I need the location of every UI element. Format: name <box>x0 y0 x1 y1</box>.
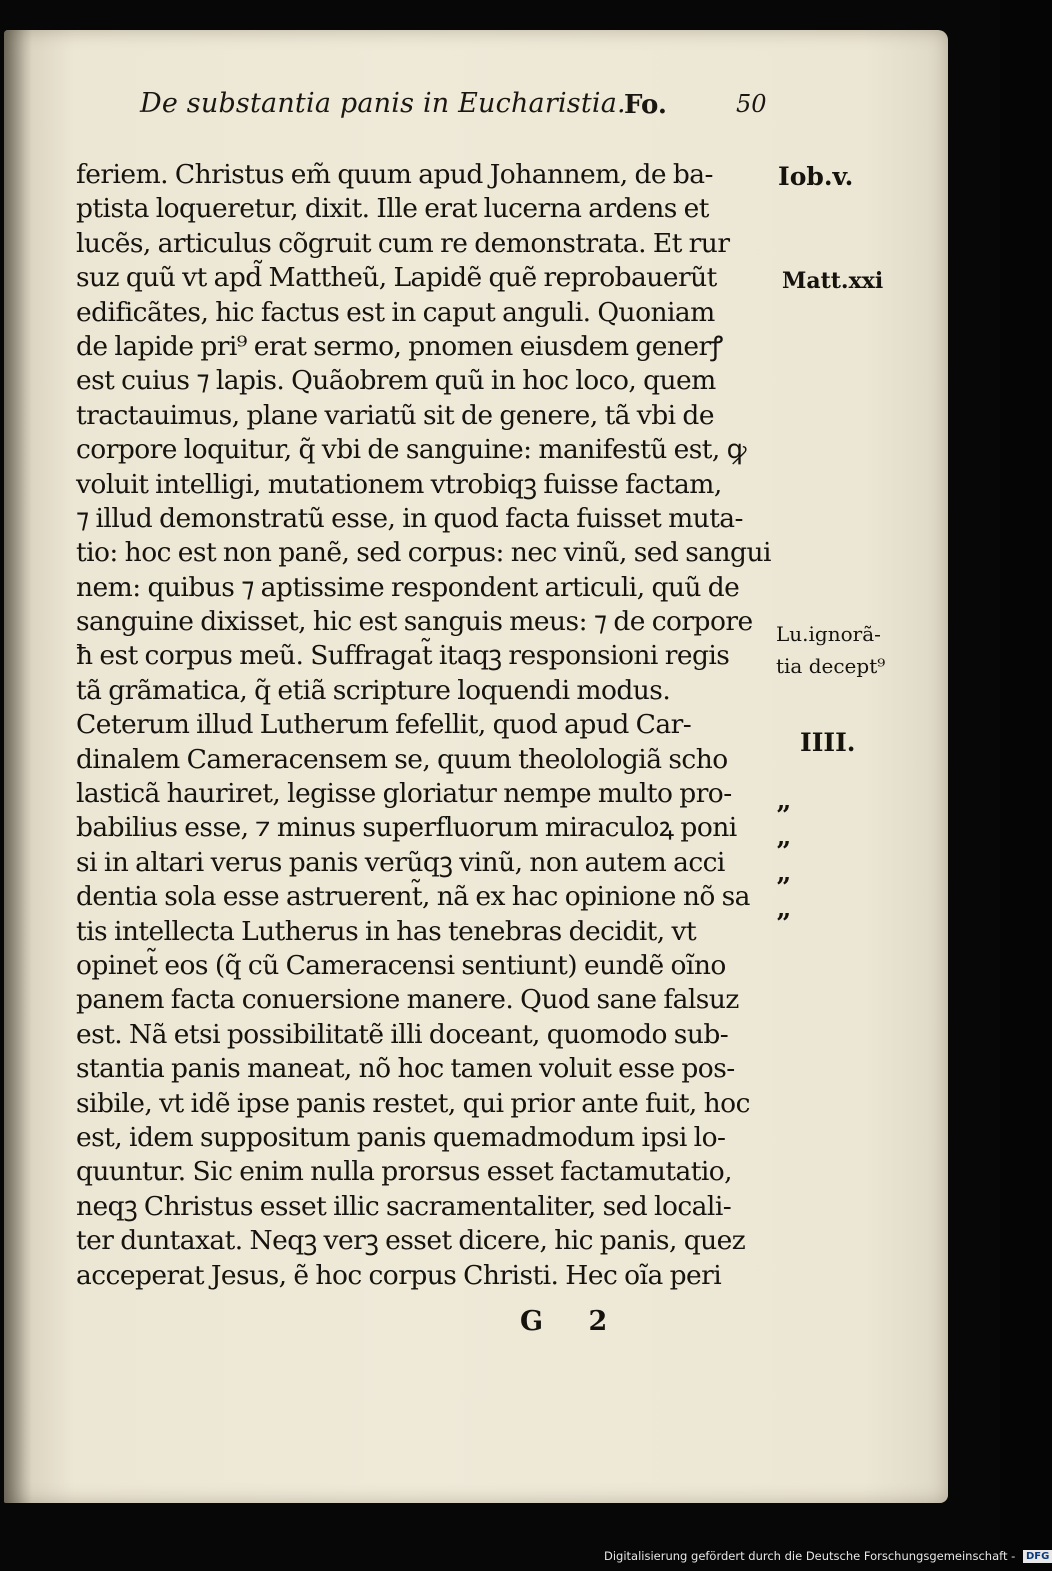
text-line: tio: hoc est non panẽ, sed corpus: nec vinũ, sed sangui <box>76 537 771 569</box>
running-head: De substantia panis in Eucharistia. <box>140 88 626 119</box>
text-line: dentia sola esse astruerent̃, nã ex hac opinione nõ sa <box>76 881 750 913</box>
text-line: acceperat Jesus, ẽ hoc corpus Christi. Hec oĩa peri <box>76 1259 722 1291</box>
text-line: opinet̃ eos (q̃ cũ Cameracensi sentiunt) eundẽ oĩno <box>76 949 726 981</box>
text-line: tractauimus, plane variatũ sit de genere, tã vbi de <box>76 399 714 431</box>
margin-note-matt: Matt.xxi <box>782 268 884 294</box>
text-line: est, idem suppositum panis quemadmodum ipsi lo- <box>76 1121 726 1153</box>
text-line: corpore loquitur, q̃ vbi de sanguine: manifestũ est, ꝙ <box>76 434 747 466</box>
signature-mark: G 2 <box>520 1306 626 1337</box>
text-line: dinalem Cameracensem se, quum theolologiã scho <box>76 743 728 775</box>
gutter-shadow <box>4 30 32 1503</box>
text-line: panem facta conuersione manere. Quod sane falsuz <box>76 984 739 1016</box>
text-line: suz quũ vt apd̃ Mattheũ, Lapidẽ quẽ reprobauerũt <box>76 262 717 294</box>
text-line: lucẽs, articulus cõgruit cum re demonstrata. Et rur <box>76 227 730 259</box>
text-line: stantia panis maneat, nõ hoc tamen voluit esse pos- <box>76 1053 735 1085</box>
text-line: neqꝫ Christus esset illic sacramentaliter, sed locali- <box>76 1190 732 1222</box>
text-line: si in altari verus panis verũqꝫ vinũ, non autem acci <box>76 846 725 878</box>
text-line: sibile, vt idẽ ipse panis restet, qui prior ante fuit, hoc <box>76 1087 750 1119</box>
text-line: tis intellecta Lutherus in has tenebras decidit, vt <box>76 915 697 947</box>
text-line: ter duntaxat. Neqꝫ verꝫ esset dicere, hic panis, quez <box>76 1225 746 1257</box>
text-line: sanguine dixisset, hic est sanguis meus: ⁊ de corpore <box>76 606 753 638</box>
text-line: ħ est corpus meũ. Suffragat̃ itaqꝫ responsioni regis <box>76 640 730 672</box>
text-line: de lapide pri⁹ erat sermo, pnomen eiusdem generꝭ <box>76 330 723 362</box>
body-text <box>76 158 776 1293</box>
text-line: est cuius ⁊ lapis. Quãobrem quũ in hoc loco, quem <box>76 365 716 397</box>
quote-mark: ” <box>776 801 791 831</box>
quotation-marks <box>776 798 816 942</box>
text-line: nem: quibus ⁊ aptissime respondent articuli, quũ de <box>76 571 740 603</box>
digitization-credit <box>604 1546 1052 1566</box>
folio-label: Fo. <box>624 90 667 120</box>
text-line: voluit intelligi, mutationem vtrobiqꝫ fuisse factam, <box>76 468 722 500</box>
margin-note-lu-1: Lu.ignorã- <box>776 622 881 646</box>
text-line: feriem. Christus em̃ quum apud Johannem, de ba- <box>76 159 713 190</box>
text-line: ptista loqueretur, dixit. Ille erat lucerna ardens et <box>76 193 709 225</box>
quote-mark: ” <box>776 837 791 867</box>
credit-text: Digitalisierung gefördert durch die Deutsche Forschungsgemeinschaft - <box>604 1549 1016 1563</box>
text-line: ⁊ illud demonstratũ esse, in quod facta fuisset muta- <box>76 502 743 534</box>
text-line: Ceterum illud Lutherum fefellit, quod apud Car- <box>76 709 692 741</box>
text-line: lasticã hauriret, legisse gloriatur nempe multo pro- <box>76 778 732 810</box>
margin-note-job: Iob.v. <box>778 162 854 191</box>
section-numeral: IIII. <box>800 728 856 757</box>
text-line: est. Nã etsi possibilitatẽ illi doceant, quomodo sub- <box>76 1018 729 1050</box>
page-header <box>140 88 780 128</box>
text-line: babilius esse, ⁊ minus superfluorum miraculoꝝ poni <box>76 812 737 844</box>
text-line: tã grãmatica, q̃ etiã scripture loquendi modus. <box>76 674 671 706</box>
text-line: quuntur. Sic enim nulla prorsus esset factamutatio, <box>76 1156 733 1188</box>
dfg-logo: DFG <box>1023 1550 1052 1563</box>
quote-mark: ” <box>776 909 791 939</box>
quote-mark: ” <box>776 873 791 903</box>
margin-note-lu-2: tia decept⁹ <box>776 654 886 678</box>
text-line: edificãtes, hic factus est in caput anguli. Quoniam <box>76 296 715 328</box>
folio-number: 50 <box>736 90 767 118</box>
